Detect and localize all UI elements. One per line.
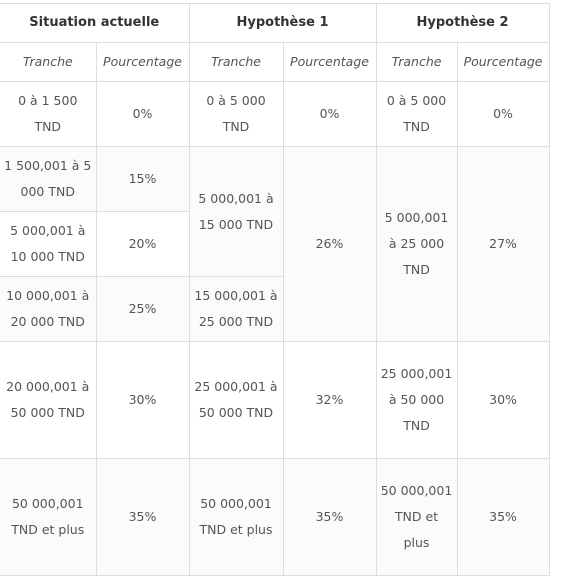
sa-tranche-cell: 50 000,001 TND et plus: [0, 459, 96, 576]
h1-pourcentage-cell: 26%: [283, 147, 376, 342]
sa-tranche-cell: 20 000,001 à 50 000 TND: [0, 342, 96, 459]
h1-tranche-cell: 5 000,001 à 15 000 TND: [189, 147, 283, 277]
subheader-pourcentage: Pourcentage: [96, 43, 189, 82]
sa-pourcentage-cell: 30%: [96, 342, 189, 459]
h2-tranche-cell: 50 000,001 TND et plus: [376, 459, 457, 576]
h2-pourcentage-cell: 30%: [457, 342, 549, 459]
sa-pourcentage-cell: 15%: [96, 147, 189, 212]
table-row: [0, 147, 549, 212]
group-header-situation-actuelle: Situation actuelle: [0, 4, 189, 43]
group-header-hypothese-2: Hypothèse 2: [376, 4, 549, 43]
group-header-hypothese-1: Hypothèse 1: [189, 4, 376, 43]
subheader-row: [0, 43, 549, 82]
table-row: [0, 342, 549, 459]
h2-tranche-cell: 25 000,001 à 50 000 TND: [376, 342, 457, 459]
h1-tranche-cell: 25 000,001 à 50 000 TND: [189, 342, 283, 459]
h1-tranche-cell: 50 000,001 TND et plus: [189, 459, 283, 576]
subheader-tranche: Tranche: [376, 43, 457, 82]
sa-tranche-cell: 0 à 1 500 TND: [0, 82, 96, 147]
sa-pourcentage-cell: 0%: [96, 82, 189, 147]
sa-pourcentage-cell: 35%: [96, 459, 189, 576]
h2-pourcentage-cell: 27%: [457, 147, 549, 342]
h2-tranche-cell: 0 à 5 000 TND: [376, 82, 457, 147]
h1-tranche-cell: 15 000,001 à 25 000 TND: [189, 277, 283, 342]
tax-brackets-table: [0, 3, 550, 576]
tax-brackets-table-wrapper: [0, 3, 549, 576]
sa-tranche-cell: 5 000,001 à 10 000 TND: [0, 212, 96, 277]
sa-pourcentage-cell: 25%: [96, 277, 189, 342]
h1-pourcentage-cell: 0%: [283, 82, 376, 147]
sa-tranche-cell: 1 500,001 à 5 000 TND: [0, 147, 96, 212]
h1-pourcentage-cell: 32%: [283, 342, 376, 459]
subheader-pourcentage: Pourcentage: [283, 43, 376, 82]
table-row: [0, 82, 549, 147]
subheader-tranche: Tranche: [0, 43, 96, 82]
h2-pourcentage-cell: 0%: [457, 82, 549, 147]
h1-tranche-cell: 0 à 5 000 TND: [189, 82, 283, 147]
subheader-tranche: Tranche: [189, 43, 283, 82]
h2-pourcentage-cell: 35%: [457, 459, 549, 576]
h2-tranche-cell: 5 000,001 à 25 000 TND: [376, 147, 457, 342]
h1-pourcentage-cell: 35%: [283, 459, 376, 576]
group-header-row: [0, 4, 549, 43]
sa-tranche-cell: 10 000,001 à 20 000 TND: [0, 277, 96, 342]
table-row: [0, 459, 549, 576]
sa-pourcentage-cell: 20%: [96, 212, 189, 277]
subheader-pourcentage: Pourcentage: [457, 43, 549, 82]
